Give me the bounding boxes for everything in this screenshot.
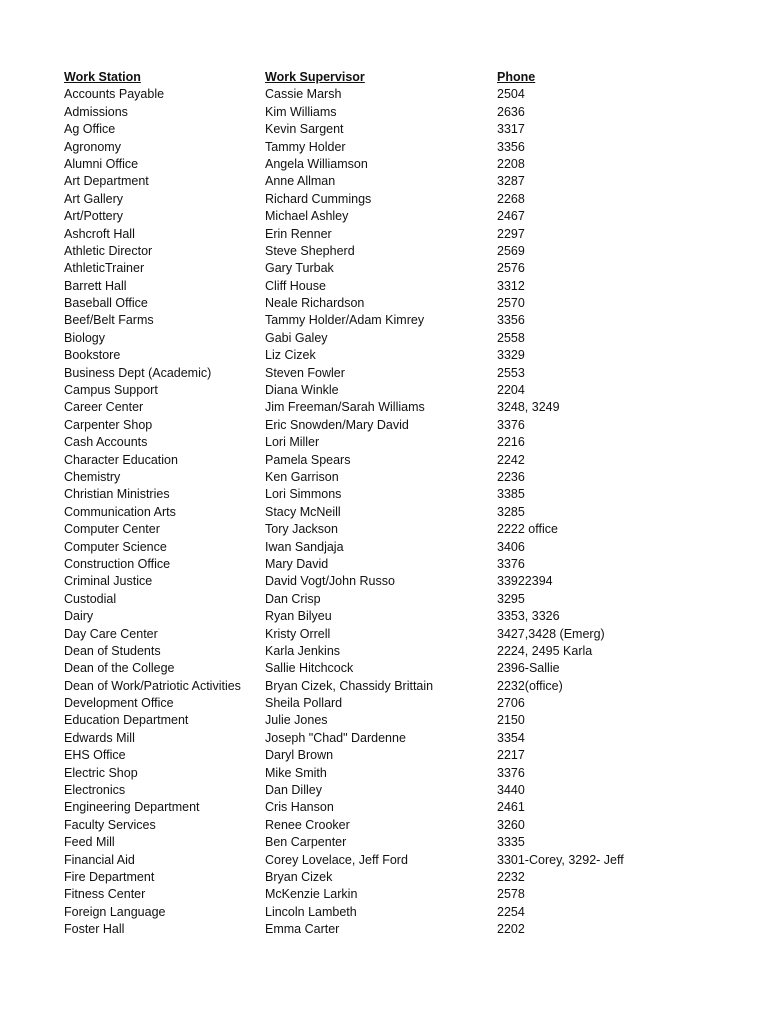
table-row <box>64 573 744 590</box>
phone-cell: 3295 <box>497 591 525 606</box>
work-station-cell: Agronomy <box>64 139 121 154</box>
table-row <box>64 712 744 729</box>
table-row <box>64 643 744 660</box>
work-supervisor-cell: Daryl Brown <box>265 748 334 763</box>
work-supervisor-cell: Bryan Cizek <box>265 869 333 884</box>
work-supervisor-cell: Tammy Holder <box>265 139 346 154</box>
work-station-cell: Art Gallery <box>64 191 124 206</box>
phone-cell: 3376 <box>497 556 525 571</box>
table-row <box>64 243 744 260</box>
work-station-cell: Electric Shop <box>64 765 138 780</box>
work-supervisor-cell: Corey Lovelace, Jeff Ford <box>265 852 408 867</box>
work-station-cell: Education Department <box>64 713 189 728</box>
table-row <box>64 278 744 295</box>
work-station-cell: Dean of Work/Patriotic Activities <box>64 678 241 693</box>
table-row <box>64 208 744 225</box>
phone-cell: 3312 <box>497 278 525 293</box>
work-supervisor-cell: Ben Carpenter <box>265 835 347 850</box>
table-row <box>64 660 744 677</box>
work-station-cell: Custodial <box>64 591 117 606</box>
work-station-cell: Baseball Office <box>64 296 148 311</box>
phone-cell: 3376 <box>497 765 525 780</box>
phone-cell: 3287 <box>497 174 525 189</box>
work-station-cell: Art/Pottery <box>64 209 124 224</box>
work-supervisor-cell: Diana Winkle <box>265 383 339 398</box>
phone-cell: 3285 <box>497 504 525 519</box>
work-supervisor-cell: Kevin Sargent <box>265 122 344 137</box>
phone-cell: 3301-Corey, 3292- Jeff <box>497 852 624 867</box>
phone-cell: 2570 <box>497 296 525 311</box>
table-row <box>64 782 744 799</box>
work-supervisor-cell: Erin Renner <box>265 226 332 241</box>
work-supervisor-cell: Jim Freeman/Sarah Williams <box>265 400 425 415</box>
header-work-station: Work Station <box>64 70 141 84</box>
work-station-cell: EHS Office <box>64 748 126 763</box>
work-supervisor-cell: Lori Simmons <box>265 487 342 502</box>
work-station-cell: Christian Ministries <box>64 487 170 502</box>
work-station-cell: Computer Science <box>64 539 167 554</box>
work-supervisor-cell: Ryan Bilyeu <box>265 609 332 624</box>
phone-cell: 2232(office) <box>497 678 563 693</box>
phone-cell: 3317 <box>497 122 525 137</box>
phone-cell: 2578 <box>497 887 525 902</box>
phone-cell: 3356 <box>497 139 525 154</box>
work-station-cell: Day Care Center <box>64 626 158 641</box>
table-row <box>64 921 744 938</box>
table-row <box>64 260 744 277</box>
work-supervisor-cell: Tammy Holder/Adam Kimrey <box>265 313 425 328</box>
work-supervisor-cell: Dan Dilley <box>265 783 322 798</box>
work-station-cell: Barrett Hall <box>64 278 127 293</box>
phone-cell: 2558 <box>497 330 525 345</box>
table-row <box>64 817 744 834</box>
phone-cell: 2553 <box>497 365 525 380</box>
work-station-cell: Dairy <box>64 609 94 624</box>
table-row <box>64 504 744 521</box>
work-supervisor-cell: Dan Crisp <box>265 591 321 606</box>
work-supervisor-cell: Iwan Sandjaja <box>265 539 344 554</box>
phone-cell: 2706 <box>497 696 525 711</box>
work-supervisor-cell: Ken Garrison <box>265 469 339 484</box>
work-station-cell: Fire Department <box>64 869 155 884</box>
work-station-cell: Engineering Department <box>64 800 200 815</box>
work-supervisor-cell: Joseph "Chad" Dardenne <box>265 730 406 745</box>
table-row <box>64 452 744 469</box>
phone-cell: 2208 <box>497 156 525 171</box>
work-supervisor-cell: Mike Smith <box>265 765 327 780</box>
work-supervisor-cell: Julie Jones <box>265 713 328 728</box>
table-row <box>64 469 744 486</box>
phone-cell: 2204 <box>497 383 525 398</box>
table-body <box>64 86 744 938</box>
work-station-cell: Fitness Center <box>64 887 146 902</box>
work-station-cell: Business Dept (Academic) <box>64 365 212 380</box>
phone-cell: 3376 <box>497 417 525 432</box>
table-row <box>64 695 744 712</box>
table-row <box>64 521 744 538</box>
work-supervisor-cell: Liz Cizek <box>265 348 316 363</box>
table-row <box>64 852 744 869</box>
phone-cell: 3427,3428 (Emerg) <box>497 626 605 641</box>
table-row <box>64 834 744 851</box>
work-supervisor-cell: Neale Richardson <box>265 296 365 311</box>
phone-cell: 2461 <box>497 800 525 815</box>
phone-cell: 2576 <box>497 261 525 276</box>
phone-cell: 2504 <box>497 87 525 102</box>
table-row <box>64 886 744 903</box>
work-supervisor-cell: Renee Crooker <box>265 817 350 832</box>
work-station-cell: Ag Office <box>64 122 116 137</box>
phone-cell: 3356 <box>497 313 525 328</box>
work-supervisor-cell: Bryan Cizek, Chassidy Brittain <box>265 678 434 693</box>
work-station-cell: Ashcroft Hall <box>64 226 135 241</box>
work-station-cell: Carpenter Shop <box>64 417 153 432</box>
work-station-cell: Alumni Office <box>64 156 139 171</box>
phone-cell: 2217 <box>497 748 525 763</box>
table-row <box>64 156 744 173</box>
table-row <box>64 486 744 503</box>
table-row <box>64 86 744 103</box>
directory-table <box>64 69 744 939</box>
work-station-cell: Construction Office <box>64 556 171 571</box>
table-row <box>64 226 744 243</box>
work-supervisor-cell: Kristy Orrell <box>265 626 331 641</box>
table-row <box>64 904 744 921</box>
table-row <box>64 747 744 764</box>
work-station-cell: Athletic Director <box>64 243 153 258</box>
work-station-cell: Electronics <box>64 783 126 798</box>
phone-cell: 3335 <box>497 835 525 850</box>
table-row <box>64 678 744 695</box>
phone-cell: 2268 <box>497 191 525 206</box>
phone-cell: 2222 office <box>497 522 558 537</box>
phone-cell: 3354 <box>497 730 525 745</box>
work-station-cell: Chemistry <box>64 469 121 484</box>
work-station-cell: Communication Arts <box>64 504 176 519</box>
table-row <box>64 173 744 190</box>
work-supervisor-cell: McKenzie Larkin <box>265 887 358 902</box>
work-supervisor-cell: Anne Allman <box>265 174 336 189</box>
work-station-cell: Bookstore <box>64 348 121 363</box>
work-supervisor-cell: Gary Turbak <box>265 261 334 276</box>
work-station-cell: Foreign Language <box>64 904 166 919</box>
table-row <box>64 330 744 347</box>
phone-cell: 3406 <box>497 539 525 554</box>
work-station-cell: Dean of Students <box>64 643 161 658</box>
work-supervisor-cell: Mary David <box>265 556 329 571</box>
work-supervisor-cell: Michael Ashley <box>265 209 349 224</box>
work-station-cell: Accounts Payable <box>64 87 165 102</box>
work-supervisor-cell: Angela Williamson <box>265 156 368 171</box>
table-row <box>64 365 744 382</box>
work-station-cell: Criminal Justice <box>64 574 153 589</box>
phone-cell: 33922394 <box>497 574 553 589</box>
table-row <box>64 434 744 451</box>
work-supervisor-cell: Cliff House <box>265 278 326 293</box>
table-row <box>64 556 744 573</box>
header-phone: Phone <box>497 70 536 84</box>
phone-cell: 3248, 3249 <box>497 400 560 415</box>
work-supervisor-cell: Kim Williams <box>265 104 337 119</box>
work-station-cell: Dean of the College <box>64 661 175 676</box>
work-supervisor-cell: Emma Carter <box>265 922 340 937</box>
work-supervisor-cell: Eric Snowden/Mary David <box>265 417 409 432</box>
table-row <box>64 608 744 625</box>
work-supervisor-cell: Tory Jackson <box>265 522 338 537</box>
table-row <box>64 295 744 312</box>
phone-cell: 2236 <box>497 469 525 484</box>
phone-cell: 3353, 3326 <box>497 609 560 624</box>
header-work-supervisor: Work Supervisor <box>265 70 365 84</box>
work-station-cell: Development Office <box>64 696 174 711</box>
work-station-cell: Campus Support <box>64 383 158 398</box>
table-row <box>64 312 744 329</box>
work-supervisor-cell: David Vogt/John Russo <box>265 574 395 589</box>
table-row <box>64 765 744 782</box>
phone-cell: 3385 <box>497 487 525 502</box>
table-row <box>64 399 744 416</box>
phone-cell: 2254 <box>497 904 525 919</box>
table-row <box>64 347 744 364</box>
phone-cell: 2396-Sallie <box>497 661 560 676</box>
work-supervisor-cell: Sheila Pollard <box>265 696 343 711</box>
work-station-cell: Beef/Belt Farms <box>64 313 154 328</box>
work-supervisor-cell: Lori Miller <box>265 435 320 450</box>
work-station-cell: Career Center <box>64 400 144 415</box>
phone-cell: 2569 <box>497 243 525 258</box>
table-row <box>64 730 744 747</box>
work-station-cell: AthleticTrainer <box>64 261 145 276</box>
work-supervisor-cell: Lincoln Lambeth <box>265 904 357 919</box>
work-station-cell: Feed Mill <box>64 835 115 850</box>
phone-cell: 2202 <box>497 922 525 937</box>
table-row <box>64 591 744 608</box>
table-row <box>64 626 744 643</box>
work-station-cell: Computer Center <box>64 522 160 537</box>
work-station-cell: Faculty Services <box>64 817 156 832</box>
phone-cell: 2224, 2495 Karla <box>497 643 593 658</box>
phone-cell: 2467 <box>497 209 525 224</box>
table-row <box>64 104 744 121</box>
work-supervisor-cell: Steven Fowler <box>265 365 345 380</box>
work-supervisor-cell: Stacy McNeill <box>265 504 341 519</box>
table-row <box>64 191 744 208</box>
table-row <box>64 799 744 816</box>
phone-cell: 2297 <box>497 226 525 241</box>
table-row <box>64 382 744 399</box>
table-row <box>64 869 744 886</box>
phone-cell: 2242 <box>497 452 525 467</box>
phone-cell: 3260 <box>497 817 525 832</box>
work-supervisor-cell: Richard Cummings <box>265 191 372 206</box>
work-station-cell: Admissions <box>64 104 128 119</box>
table-header-row <box>64 69 744 86</box>
phone-cell: 2216 <box>497 435 525 450</box>
work-station-cell: Biology <box>64 330 105 345</box>
work-station-cell: Character Education <box>64 452 178 467</box>
phone-cell: 2150 <box>497 713 525 728</box>
work-station-cell: Edwards Mill <box>64 730 135 745</box>
work-supervisor-cell: Gabi Galey <box>265 330 328 345</box>
work-station-cell: Art Department <box>64 174 149 189</box>
work-station-cell: Cash Accounts <box>64 435 148 450</box>
work-station-cell: Financial Aid <box>64 852 135 867</box>
work-supervisor-cell: Pamela Spears <box>265 452 351 467</box>
work-supervisor-cell: Sallie Hitchcock <box>265 661 354 676</box>
table-row <box>64 139 744 156</box>
table-row <box>64 417 744 434</box>
work-supervisor-cell: Cassie Marsh <box>265 87 342 102</box>
phone-cell: 2232 <box>497 869 525 884</box>
phone-cell: 2636 <box>497 104 525 119</box>
work-supervisor-cell: Cris Hanson <box>265 800 334 815</box>
work-supervisor-cell: Steve Shepherd <box>265 243 355 258</box>
work-station-cell: Foster Hall <box>64 922 125 937</box>
phone-cell: 3329 <box>497 348 525 363</box>
table-row <box>64 121 744 138</box>
table-row <box>64 539 744 556</box>
work-supervisor-cell: Karla Jenkins <box>265 643 341 658</box>
phone-cell: 3440 <box>497 783 525 798</box>
